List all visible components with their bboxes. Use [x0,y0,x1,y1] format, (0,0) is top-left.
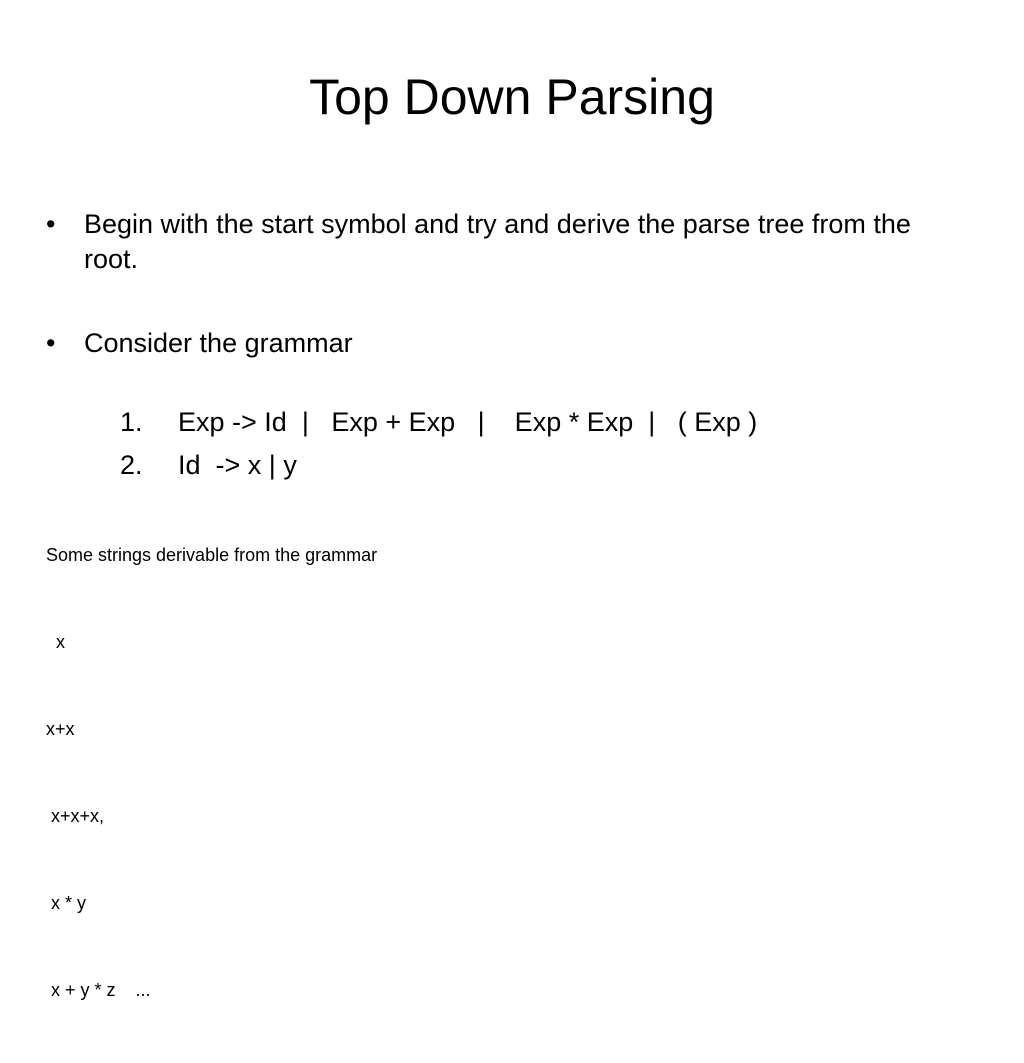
example-string: x * y [46,893,87,913]
bullet-text: Begin with the start symbol and try and derive the parse tree from the root. [84,209,911,274]
example-string: x+x [46,719,75,739]
rule-text: Id -> x | y [178,450,297,480]
bullet-item [46,207,946,277]
examples-block [46,483,377,1063]
bullet-marker: • [46,209,56,239]
example-string: x+x+x, [46,806,105,826]
bullet-text: Consider the grammar [84,328,353,358]
bullet-item [46,326,946,361]
example-string: x [46,632,66,652]
examples-heading: Some strings derivable from the grammar [46,545,378,565]
rule-number: 1. [120,407,143,437]
example-string: x + y * z ... [46,980,151,1000]
rule-number: 2. [120,450,143,480]
slide-title: Top Down Parsing [309,69,715,125]
bullet-marker: • [46,328,56,358]
rule-text: Exp -> Id | Exp + Exp | Exp * Exp | ( Exp ) [178,407,758,437]
